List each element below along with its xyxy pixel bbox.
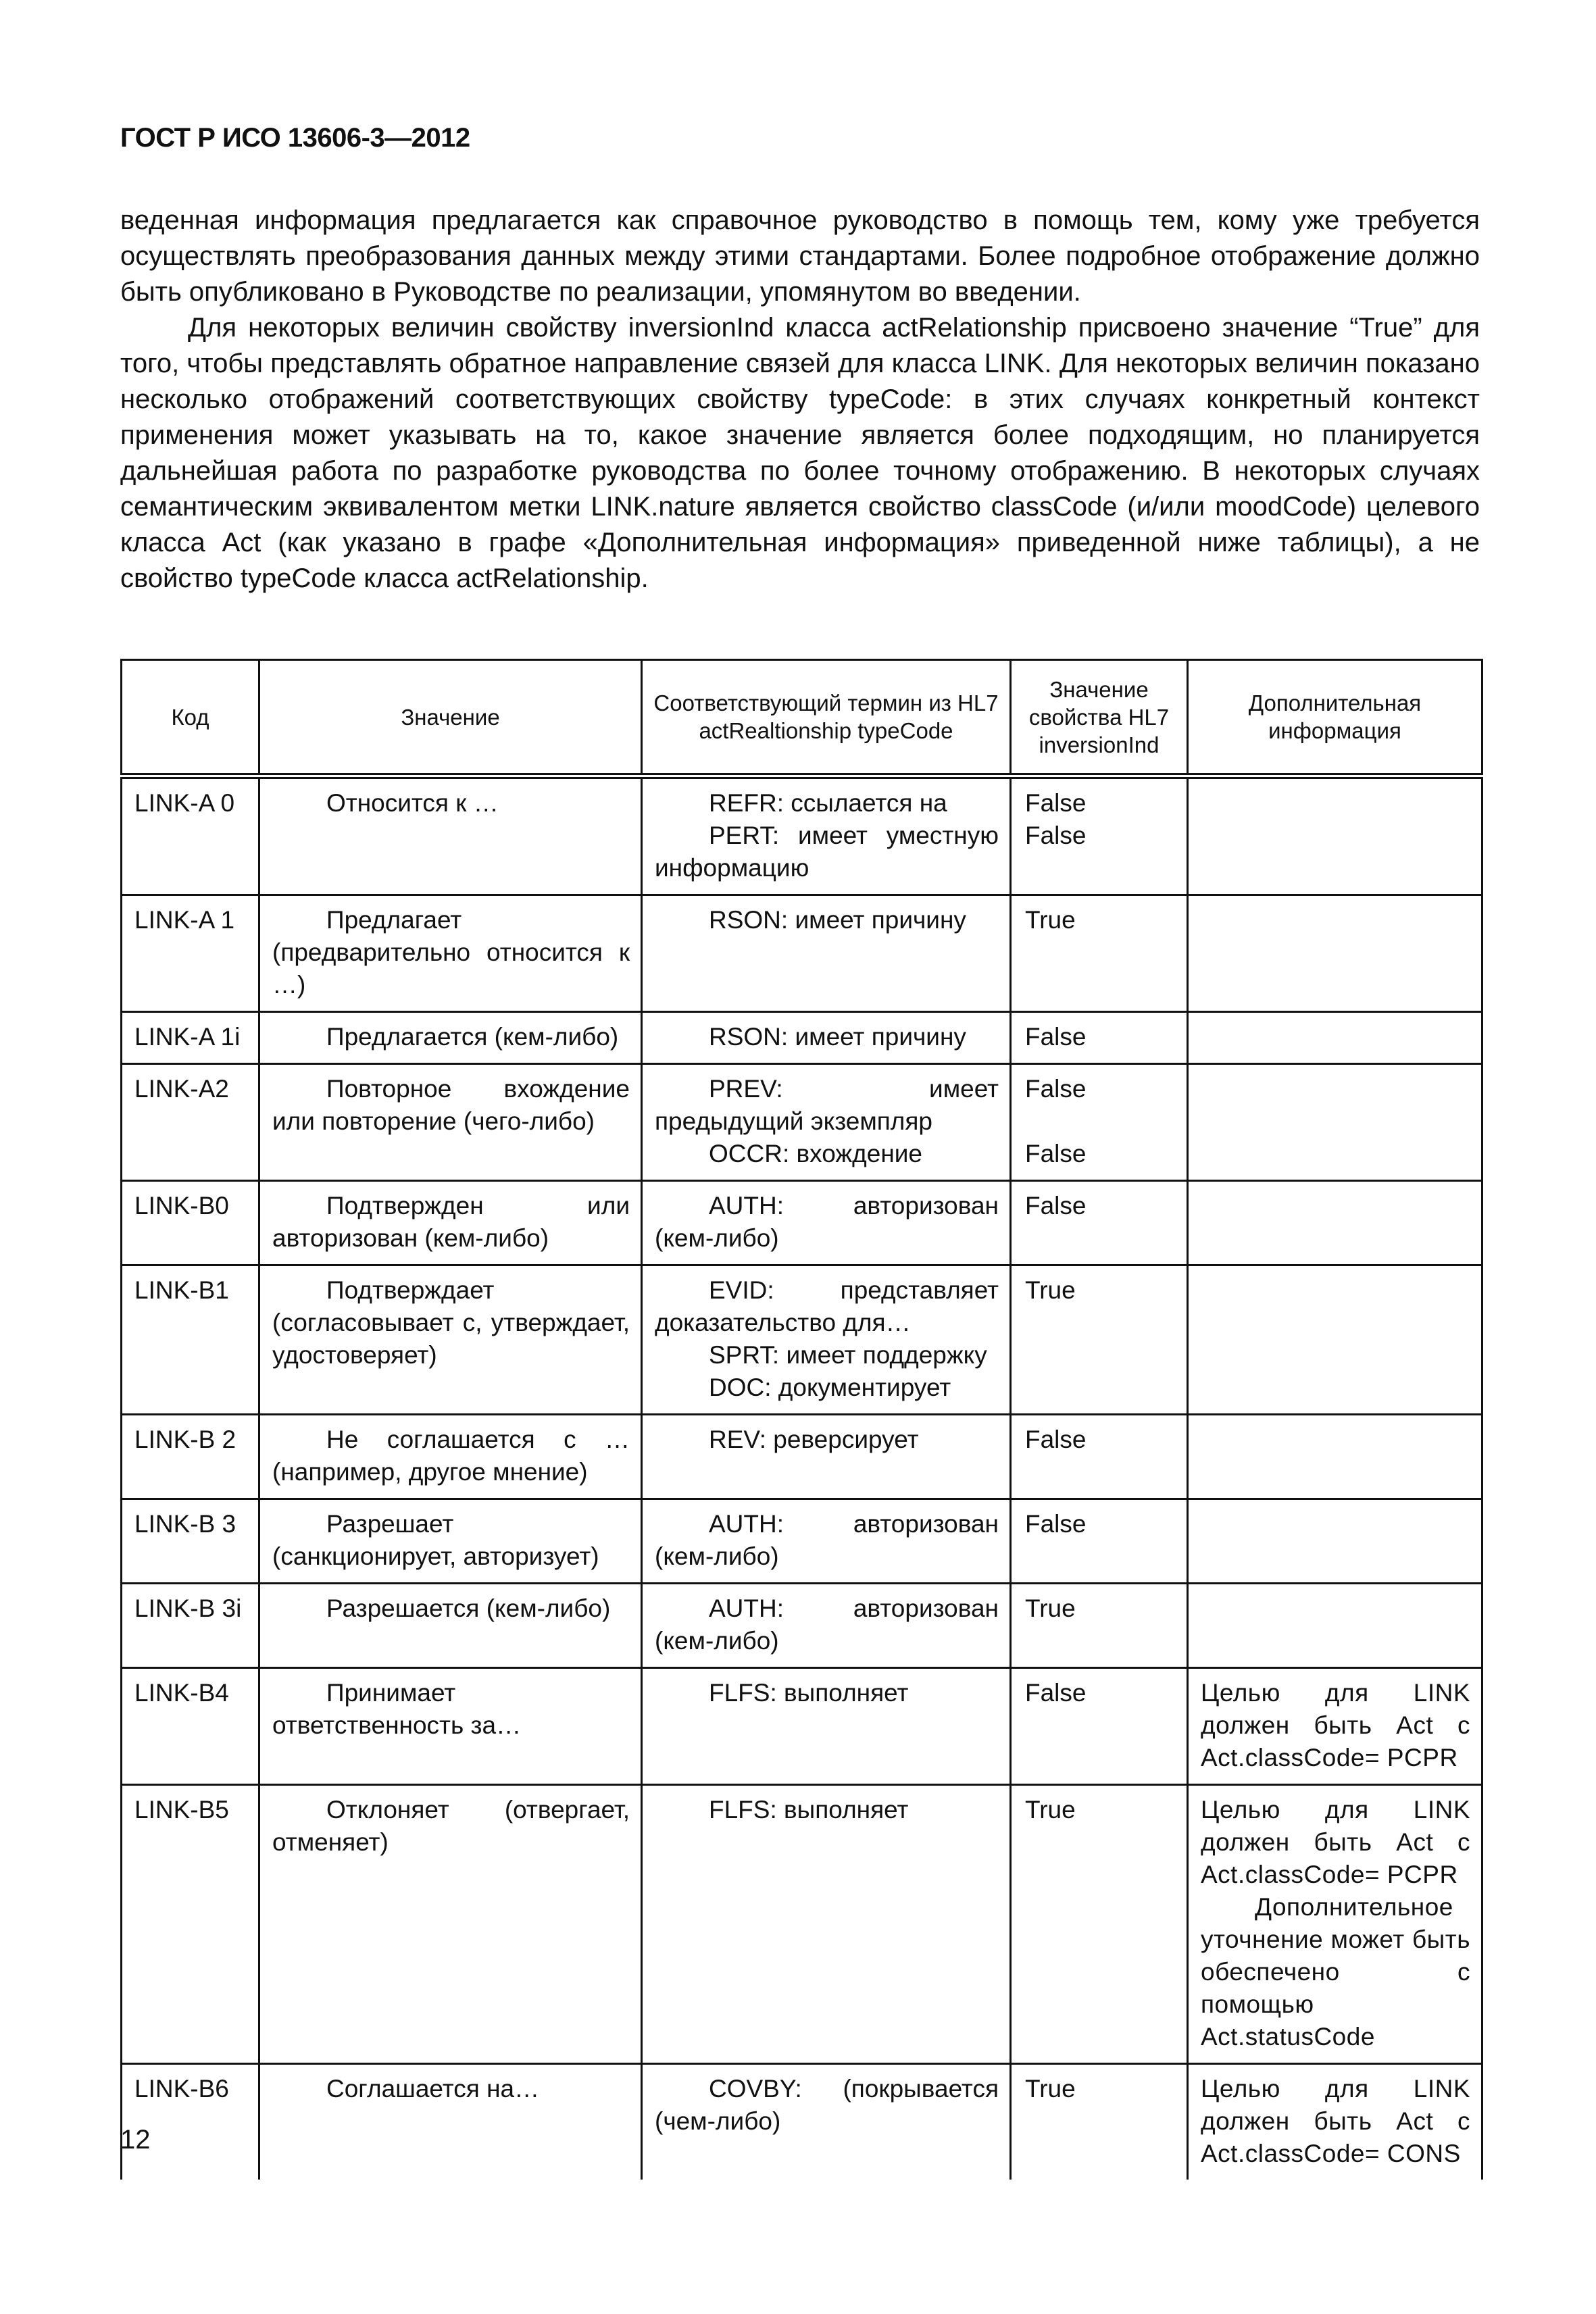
cell-extra [1188,1181,1482,1265]
cell-meaning: Принимает ответственность за… [259,1668,642,1785]
cell-code: LINK-A2 [122,1064,259,1181]
term-line: REFR: ссылается на [709,789,947,817]
cell-inversion [1011,1668,1188,1785]
cell-term [642,1012,1011,1064]
body-text [120,203,1480,597]
term-line: PERT: имеет уместную информацию [655,822,999,882]
cell-meaning: Разрешает (санкционирует, авторизует) [259,1499,642,1584]
cell-extra [1188,1415,1482,1499]
term-line: COVBY: (покрывается (чем-либо) [655,2075,999,2135]
cell-inversion [1011,1181,1188,1265]
inversion-value: False [1025,822,1087,849]
cell-code: LINK-A 1 [122,895,259,1012]
cell-extra [1188,1012,1482,1064]
cell-term [642,1499,1011,1584]
cell-term [642,1265,1011,1415]
table-row [122,895,1482,1012]
table-row [122,1181,1482,1265]
inversion-value: False [1025,1426,1087,1453]
cell-term [642,1668,1011,1785]
inversion-value: True [1025,2075,1076,2103]
cell-code: LINK-B1 [122,1265,259,1415]
cell-inversion [1011,776,1188,895]
cell-term [642,1584,1011,1668]
table-row [122,1499,1482,1584]
inversion-value [1025,1105,1176,1138]
inversion-value: True [1025,906,1076,934]
extra-line: Целью для LINK должен быть Act с Act.classCode= CONS [1201,2075,1470,2167]
inversion-value: False [1025,789,1087,817]
table-row [122,1064,1482,1181]
cell-term [642,1064,1011,1181]
term-line: RSON: имеет причину [709,1023,966,1051]
inversion-value: False [1025,1510,1087,1538]
cell-meaning: Подтверждает (согласовывает с, утверждает, удостоверяет) [259,1265,642,1415]
cell-inversion [1011,895,1188,1012]
inversion-value: False [1025,1679,1087,1707]
header-term: Соответствующий термин из HL7 actRealtionship typeCode [642,660,1011,776]
cell-extra [1188,1584,1482,1668]
term-line: SPRT: имеет поддержку [709,1341,987,1369]
cell-term [642,776,1011,895]
extra-line: Целью для LINK должен быть Act с Act.classCode= PCPR [1201,1796,1470,1888]
cell-meaning: Соглашается на… [259,2064,642,2180]
cell-inversion [1011,1584,1188,1668]
cell-extra [1188,776,1482,895]
cell-code: LINK-A 1i [122,1012,259,1064]
cell-meaning: Разрешается (кем-либо) [259,1584,642,1668]
paragraph-2: Для некоторых величин свойству inversionInd класса actRelationship присвоено значение “True” для того, чтобы представлять обратное направление связей для класса LINK. Для некоторых величин показано несколько отображений соответствующих свойству typeCode: в этих случаях конкретный контекст применения может указывать на то, какое значение является более подходящим, но планируется дальнейшая работа по разработке руководства по более точному отображению. В некоторых случаях семантическим эквивалентом метки LINK.nature является свойство classCode (и/или moodCode) целевого класса Act (как указано в графе «Дополнительная информация» приведенной ниже таблицы), а не свойство typeCode класса actRelationship. [120,313,1480,593]
cell-code: LINK-B5 [122,1785,259,2064]
cell-extra [1188,2064,1482,2180]
cell-code: LINK-B 3 [122,1499,259,1584]
table-row [122,1012,1482,1064]
cell-term [642,2064,1011,2180]
cell-meaning: Подтвержден или авторизован (кем-либо) [259,1181,642,1265]
term-line: DOC: документирует [709,1374,951,1401]
cell-code: LINK-B 3i [122,1584,259,1668]
extra-line: Целью для LINK должен быть Act с Act.classCode= PCPR [1201,1679,1470,1771]
term-line: OCCR: вхождение [709,1140,922,1167]
term-line: PREV: имеет предыдущий экземпляр [655,1075,999,1135]
extra-line: Дополнительное уточнение может быть обеспечено с помощью Act.statusCode [1201,1893,1470,2051]
table-row [122,1415,1482,1499]
cell-meaning: Отклоняет (отвергает, отменяет) [259,1785,642,2064]
inversion-value: True [1025,1594,1076,1622]
cell-inversion [1011,1265,1188,1415]
table-row [122,1584,1482,1668]
cell-extra [1188,1064,1482,1181]
cell-meaning: Предлагается (кем-либо) [259,1012,642,1064]
table-row [122,1668,1482,1785]
inversion-value: False [1025,1140,1087,1167]
table-row [122,2064,1482,2180]
cell-code: LINK-B4 [122,1668,259,1785]
cell-extra [1188,1668,1482,1785]
header-meaning: Значение [259,660,642,776]
cell-extra [1188,1785,1482,2064]
cell-meaning: Предлагает (предварительно относится к …) [259,895,642,1012]
term-line: AUTH: авторизован (кем-либо) [655,1594,999,1655]
header-code: Код [122,660,259,776]
inversion-value: False [1025,1192,1087,1219]
term-line: AUTH: авторизован (кем-либо) [655,1192,999,1252]
cell-inversion [1011,1499,1188,1584]
table-body [122,776,1482,2180]
cell-code: LINK-B0 [122,1181,259,1265]
cell-term [642,1785,1011,2064]
cell-meaning: Повторное вхождение или повторение (чего-либо) [259,1064,642,1181]
inversion-value: False [1025,1075,1087,1103]
cell-term [642,1181,1011,1265]
table-row [122,1785,1482,2064]
cell-extra [1188,1499,1482,1584]
cell-inversion [1011,1415,1188,1499]
header-extra: Дополнительная информация [1188,660,1482,776]
term-line: FLFS: выполняет [709,1679,909,1707]
cell-term [642,1415,1011,1499]
page-number: 12 [120,2125,151,2155]
cell-meaning: Не соглашается с … (например, другое мнение) [259,1415,642,1499]
cell-code: LINK-B 2 [122,1415,259,1499]
mapping-table-container [120,659,1481,2180]
paragraph-1: веденная информация предлагается как справочное руководство в помощь тем, кому уже требуется осуществлять преобразования данных между этими стандартами. Более подробное отображение должно быть опубликовано в Руководстве по реализации, упомянутом во введении. [120,205,1480,307]
term-line: AUTH: авторизован (кем-либо) [655,1510,999,1570]
table-header-row [122,660,1482,776]
cell-extra [1188,1265,1482,1415]
cell-inversion [1011,2064,1188,2180]
inversion-value: False [1025,1023,1087,1051]
term-line: FLFS: выполняет [709,1796,909,1823]
term-line: EVID: представляет доказательство для… [655,1276,999,1336]
table-row [122,1265,1482,1415]
header-inversion: Значение свойства HL7 inversionInd [1011,660,1188,776]
inversion-value: True [1025,1276,1076,1304]
term-line: REV: реверсирует [709,1426,919,1453]
term-line: RSON: имеет причину [709,906,966,934]
cell-inversion [1011,1785,1188,2064]
cell-code: LINK-A 0 [122,776,259,895]
mapping-table [120,659,1483,2180]
cell-extra [1188,895,1482,1012]
document-header: ГОСТ Р ИСО 13606-3—2012 [120,123,470,153]
cell-inversion [1011,1012,1188,1064]
cell-meaning: Относится к … [259,776,642,895]
cell-inversion [1011,1064,1188,1181]
cell-code: LINK-B6 [122,2064,259,2180]
table-row [122,776,1482,895]
inversion-value: True [1025,1796,1076,1823]
cell-term [642,895,1011,1012]
